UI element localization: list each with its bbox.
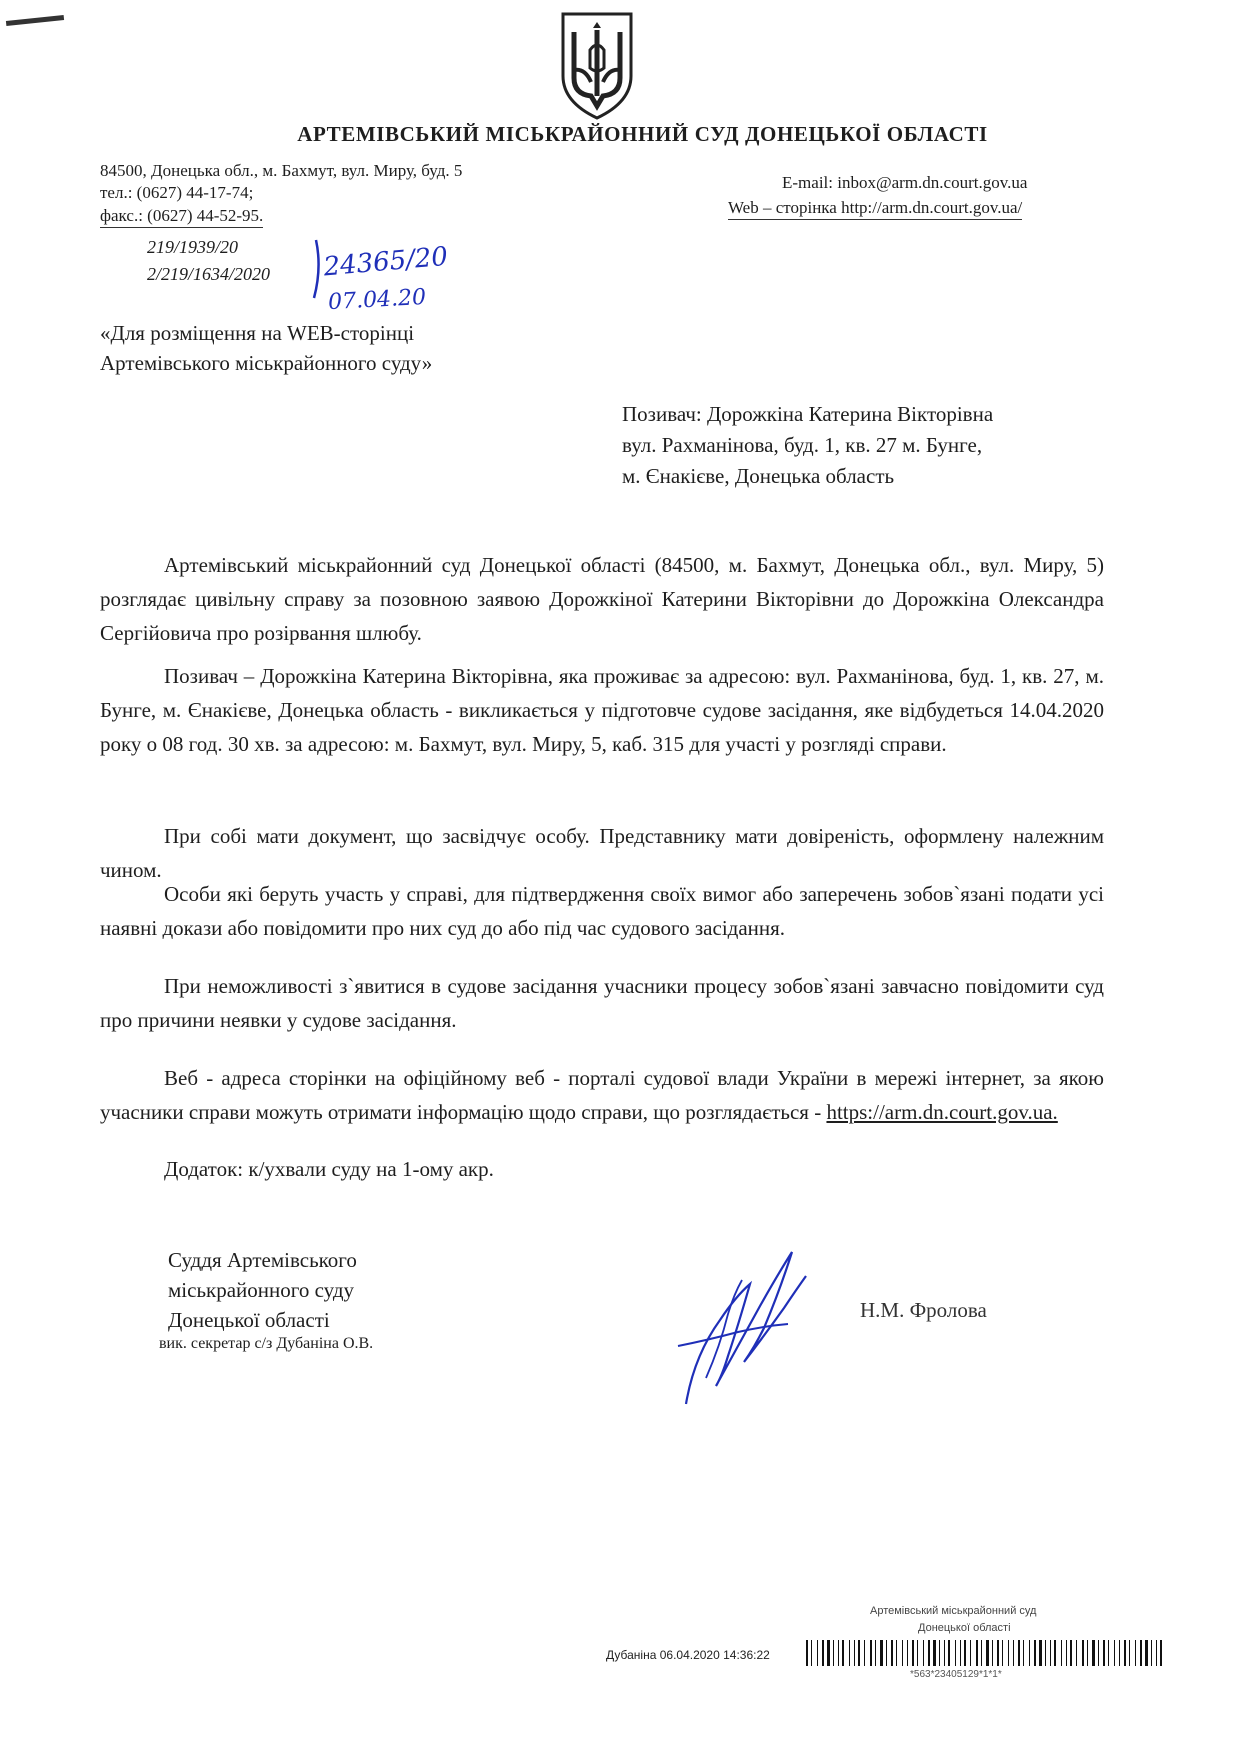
barcode-bar	[858, 1640, 860, 1666]
barcode-bar	[1039, 1640, 1042, 1666]
barcode-bar	[1103, 1640, 1105, 1666]
barcode-bar	[976, 1640, 978, 1666]
barcode-bar	[1087, 1640, 1088, 1666]
placement-note	[100, 318, 432, 378]
placement-note-line-2: Артемівського міськрайонного суду»	[100, 351, 433, 375]
barcode-bar	[997, 1640, 999, 1666]
handwritten-reg-number: 24365/20	[322, 241, 450, 283]
case-number-2: 2/219/1634/2020	[147, 264, 271, 284]
paragraph-case-intro: Артемівський міськрайонний суд Донецької області (84500, м. Бахмут, Донецька обл., вул. Миру, 5) розглядає цивільну справу за позовною заявою Дорожкіної Катерини Вікторівни до Дорожкіна Олександра Сергійовича про розірвання шлюбу.	[100, 553, 1104, 645]
plaintiff-line-3: м. Єнакієве, Донецька область	[622, 464, 895, 488]
barcode-bar	[907, 1640, 908, 1666]
court-title: АРТЕМІВСЬКИЙ МІСЬКРАЙОННИЙ СУД ДОНЕЦЬКОЇ ОБЛАСТІ	[297, 122, 988, 146]
placement-note-line-1: «Для розміщення на WEB-сторінці	[100, 321, 415, 345]
paragraph-identity-docs: При собі мати документ, що засвідчує особу. Представнику мати довіреність, оформлену належним чином.	[100, 824, 1104, 882]
court-email: E-mail: inbox@arm.dn.court.gov.ua	[782, 173, 1028, 192]
barcode-bar	[822, 1640, 824, 1666]
paragraph-web-address	[100, 1061, 1104, 1129]
barcode-bar	[1045, 1640, 1046, 1666]
attachment-note: Додаток: к/ухвали суду на 1-ому акр.	[164, 1157, 494, 1181]
barcode-bar	[944, 1640, 945, 1666]
barcode-bar	[928, 1640, 930, 1666]
acting-secretary: вик. секретар с/з Дубаніна О.В.	[159, 1335, 374, 1352]
paragraph-evidence: Особи які беруть участь у справі, для підтвердження своїх вимог або заперечень зобов`язані подати усі наявні докази або повідомити про них суд до або під час судового засідання.	[100, 882, 1104, 940]
judge-title-line-3: Донецької області	[168, 1308, 330, 1332]
barcode-bar	[842, 1640, 844, 1666]
barcode-bar	[880, 1640, 883, 1666]
plaintiff-line-1: Позивач: Дорожкіна Катерина Вікторівна	[622, 402, 994, 426]
case-number-1: 219/1939/20	[147, 237, 239, 257]
barcode-bar	[939, 1640, 940, 1666]
barcode-bar	[948, 1640, 950, 1666]
barcode-bar	[1002, 1640, 1003, 1666]
stamp-user-time: Дубаніна 06.04.2020 14:36:22	[606, 1648, 770, 1662]
paragraph-absence: При неможливості з`явитися в судове засідання учасники процесу зобов`язані завчасно повідомити суд про причини неявки у судове засідання.	[100, 974, 1104, 1032]
barcode-bar	[1061, 1640, 1062, 1666]
stamp-region: Донецької області	[918, 1622, 1011, 1634]
barcode-bar	[1018, 1640, 1020, 1666]
barcode-bar	[1008, 1640, 1009, 1666]
barcode-bar	[917, 1640, 918, 1666]
barcode-bar	[1156, 1640, 1157, 1666]
handwritten-reg-date: 07.04.20	[327, 284, 427, 316]
barcode-bar	[933, 1640, 936, 1666]
court-portal-link[interactable]: https://arm.dn.court.gov.ua.	[826, 1100, 1058, 1124]
barcode-bar	[1013, 1640, 1014, 1666]
barcode-bar	[1034, 1640, 1036, 1666]
barcode-bar	[806, 1640, 808, 1666]
barcode-bar	[827, 1640, 830, 1666]
case-references	[147, 234, 270, 288]
barcode-bar	[854, 1640, 855, 1666]
barcode-bar	[912, 1640, 914, 1666]
barcode-bar	[849, 1640, 850, 1666]
judge-name: Н.М. Фролова	[860, 1298, 987, 1322]
barcode-bar	[817, 1640, 818, 1666]
barcode-bar	[1050, 1640, 1051, 1666]
barcode-bar	[1160, 1640, 1162, 1666]
handwritten-signature	[668, 1236, 808, 1408]
web-address-text: Веб - адреса сторінки на офіційному веб - порталі судової влади України в мережі інтернет, за якою учасники справи можуть отримати інформацію щодо справи, що розглядається -	[100, 1066, 1104, 1124]
barcode-bar	[891, 1640, 893, 1666]
barcode-bar	[1129, 1640, 1130, 1666]
barcode-bar	[1124, 1640, 1126, 1666]
barcode-bar	[1151, 1640, 1152, 1666]
barcode-icon	[806, 1640, 1166, 1666]
trident-emblem-icon	[557, 10, 637, 122]
plaintiff-line-2: вул. Рахманінова, буд. 1, кв. 27 м. Бунге,	[622, 433, 983, 457]
barcode-bar	[1108, 1640, 1109, 1666]
barcode-bar	[811, 1640, 812, 1666]
barcode-bar	[1135, 1640, 1136, 1666]
barcode-bar	[1076, 1640, 1077, 1666]
barcode-bar	[992, 1640, 993, 1666]
barcode-bar	[886, 1640, 887, 1666]
barcode-code: *563*23405129*1*1*	[910, 1669, 1002, 1680]
barcode-bar	[986, 1640, 989, 1666]
stamp-court-name: Артемівський міськрайонний суд	[870, 1605, 1037, 1617]
barcode-bar	[970, 1640, 971, 1666]
barcode-bar	[923, 1640, 924, 1666]
barcode-bar	[870, 1640, 872, 1666]
barcode-bar	[864, 1640, 865, 1666]
barcode-bar	[1082, 1640, 1084, 1666]
barcode-bar	[1092, 1640, 1095, 1666]
barcode-bar	[875, 1640, 876, 1666]
barcode-bar	[960, 1640, 961, 1666]
judge-title-line-1: Суддя Артемівського	[168, 1248, 357, 1272]
barcode-bar	[1119, 1640, 1120, 1666]
barcode-bar	[1145, 1640, 1148, 1666]
barcode-bar	[1066, 1640, 1067, 1666]
court-address: 84500, Донецька обл., м. Бахмут, вул. Миру, буд. 5	[100, 161, 463, 180]
barcode-bar	[838, 1640, 839, 1666]
judge-title-line-2: міськрайонного суду	[168, 1278, 355, 1302]
barcode-bar	[1098, 1640, 1099, 1666]
barcode-bar	[833, 1640, 834, 1666]
barcode-bar	[955, 1640, 956, 1666]
barcode-bar	[1114, 1640, 1115, 1666]
barcode-bar	[902, 1640, 903, 1666]
plaintiff-address-block	[622, 399, 993, 492]
barcode-bar	[896, 1640, 897, 1666]
barcode-bar	[1140, 1640, 1142, 1666]
barcode-bar	[981, 1640, 982, 1666]
barcode-bar	[1029, 1640, 1030, 1666]
court-fax: факс.: (0627) 44-52-95.	[100, 205, 263, 228]
scan-corner-mark	[6, 15, 64, 26]
handwritten-registration	[312, 238, 462, 316]
barcode-bar	[964, 1640, 966, 1666]
court-web: Web – сторінка http://arm.dn.court.gov.ua/	[728, 197, 1022, 220]
court-phone: тел.: (0627) 44-17-74;	[100, 183, 254, 202]
judge-title-block	[168, 1245, 357, 1335]
barcode-bar	[1023, 1640, 1024, 1666]
barcode-bar	[1070, 1640, 1072, 1666]
paragraph-summons: Позивач – Дорожкіна Катерина Вікторівна, яка проживає за адресою: вул. Рахманінова, буд. 1, кв. 27, м. Бунге, м. Єнакієве, Донецька область - викликається у підготовче судове засідання, яке відбудеться 14.04.2020 року о 08 год. 30 хв. за адресою: м. Бахмут, вул. Миру, 5, каб. 315 для участі у розгляді справи.	[100, 664, 1104, 756]
barcode-bar	[1054, 1640, 1056, 1666]
